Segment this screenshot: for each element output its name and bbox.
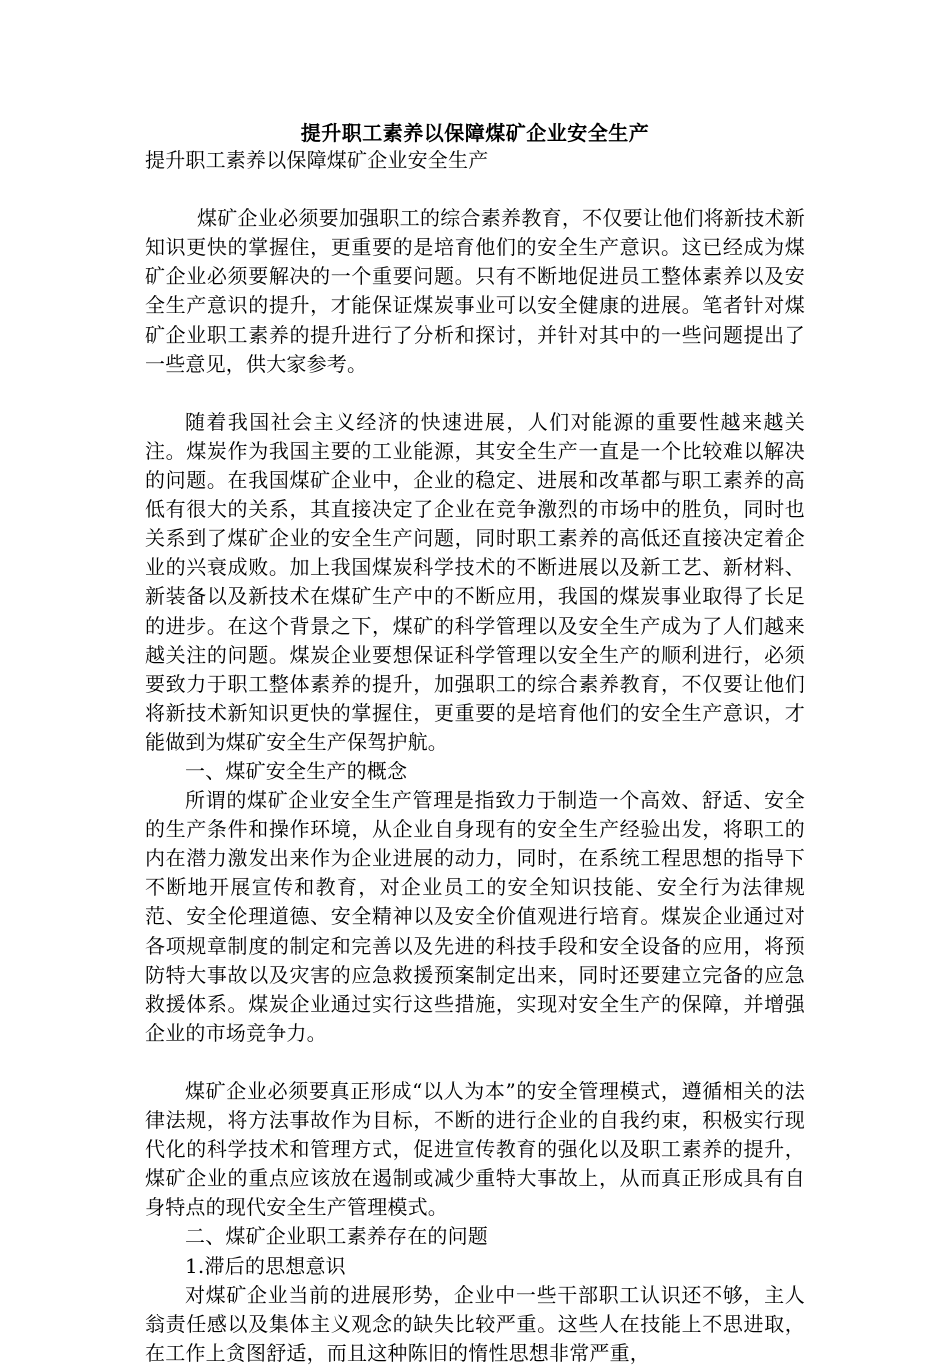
body-paragraph: 对煤矿企业当前的进展形势，企业中一些干部职工认识还不够，主人翁责任感以及集体主义观念的缺失比较严重。这些人在技能上不思进取，在工作上贪图舒适，而且这种陈旧的惰性思想非常严重， [145,1282,805,1365]
body-paragraph: 所谓的煤矿企业安全生产管理是指致力于制造一个高效、舒适、安全的生产条件和操作环境，从企业自身现有的安全生产经验出发，将职工的内在潜力激发出来作为企业进展的动力，同时，在系统工程思想的指导下不断地开展宣传和教育，对企业员工的安全知识技能、安全行为法律规范、安全伦理道德、安全精神以及安全价值观进行培育。煤炭企业通过对各项规章制度的制定和完善以及先进的科技手段和安全设备的应用，将预防特大事故以及灾害的应急救援预案制定出来，同时还要建立完备的应急救援体系。煤炭企业通过实行这些措施，实现对安全生产的保障，并增强企业的市场竞争力。 [145,788,805,1045]
blank-line [145,1048,805,1077]
subsection-heading: 1.滞后的思想意识 [185,1253,346,1278]
body-paragraph: 煤矿企业必须要真正形成“以人为本”的安全管理模式，遵循相关的法律法规，将方法事故作为目标，不断的进行企业的自我约束，积极实行现代化的科学技术和管理方式，促进宣传教育的强化以及职工素养的提升，煤矿企业的重点应该放在遏制或减少重特大事故上，从而真正形成具有自身特点的现代安全生产管理模式。 [145,1079,805,1220]
body-paragraph: 随着我国社会主义经济的快速进展，人们对能源的重要性越来越关注。煤炭作为我国主要的工业能源，其安全生产一直是一个比较难以解决的问题。在我国煤矿企业中，企业的稳定、进展和改革都与职工素养的高低有很大的关系，其直接决定了企业在竞争激烈的市场中的胜负，同时也关系到了煤矿企业的安全生产问题，同时职工素养的高低还直接决定着企业的兴衰成败。加上我国煤炭科学技术的不断进展以及新工艺、新材料、新装备以及新技术在煤矿生产中的不断应用，我国的煤炭事业取得了长足的进步。在这个背景之下，煤矿的科学管理以及安全生产成为了人们越来越关注的问题。煤炭企业要想保证科学管理以安全生产的顺利进行，必须要致力于职工整体素养的提升，加强职工的综合素养教育，不仅要让他们将新技术新知识更快的掌握住，更重要的是培育他们的安全生产意识，才能做到为煤矿安全生产保驾护航。 [145,409,805,754]
blank-line [145,379,805,408]
document-body [145,146,805,1368]
blank-line [145,175,805,204]
document-subtitle: 提升职工素养以保障煤矿企业安全生产 [145,148,489,172]
abstract-paragraph: 煤矿企业必须要加强职工的综合素养教育，不仅要让他们将新技术新知识更快的掌握住，更重要的是培育他们的安全生产意识。这已经成为煤矿企业必须要解决的一个重要问题。只有不断地促进员工整体素养以及安全生产意识的提升，才能保证煤炭事业可以安全健康的进展。笔者针对煤矿企业职工素养的提升进行了分析和探讨，并针对其中的一些问题提出了一些意见，供大家参考。 [145,206,805,376]
section-heading: 二、煤矿企业职工素养存在的问题 [185,1224,488,1249]
document-title: 提升职工素养以保障煤矿企业安全生产 [300,121,650,145]
section-heading: 一、煤矿安全生产的概念 [185,758,408,783]
